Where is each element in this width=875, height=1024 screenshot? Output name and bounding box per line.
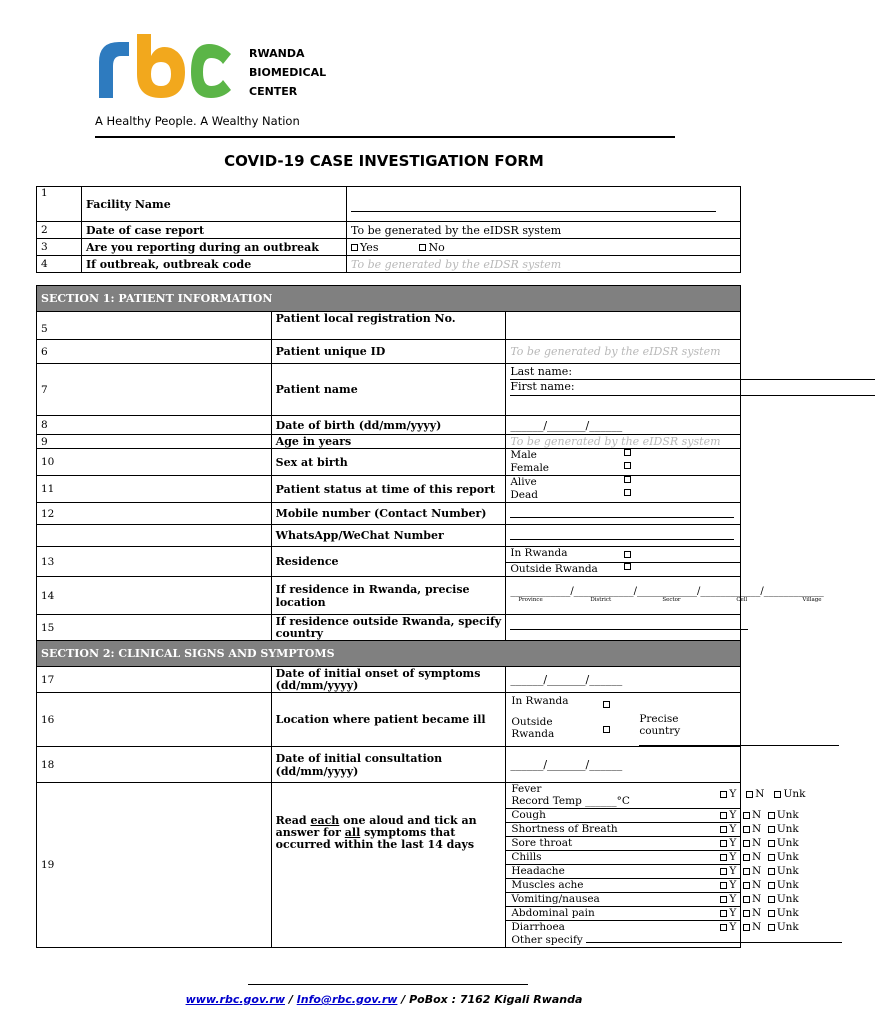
row-country [37,615,741,641]
n-checkbox[interactable] [743,896,750,903]
y-checkbox[interactable] [720,826,727,833]
row-num: 19 [37,783,272,948]
row-patient-status [37,476,741,503]
outside-rwanda-label: Outside Rwanda [510,563,598,575]
symptom-options: Y N Unk [720,921,798,934]
symptoms-list [506,783,806,948]
row-label: Patient local registration No. [271,312,506,340]
unk-checkbox[interactable] [774,791,781,798]
dead-label: Dead [510,489,538,501]
row-label: If residence outside Rwanda, specify country [271,615,506,641]
row-num: 13 [37,547,272,577]
row-residence [37,547,741,577]
form-title: COVID-19 CASE INVESTIGATION FORM [224,152,544,170]
section-1-title: SECTION 1: PATIENT INFORMATION [37,286,741,312]
unk-checkbox[interactable] [768,812,775,819]
symptom-row [506,823,799,837]
row-num: 9 [37,435,272,449]
other-specify-label: Other specify [511,934,583,946]
precise-country-field[interactable] [639,745,839,746]
row-outbreak-code [37,256,741,273]
row-num: 1 [37,187,82,222]
province-label: Province [518,597,543,603]
row-label: If residence in Rwanda, precise location [271,577,506,615]
unk-checkbox[interactable] [768,910,775,917]
in-rwanda-checkbox[interactable] [624,551,631,558]
y-checkbox[interactable] [720,812,727,819]
footer: www.rbc.gov.rw / Info@rbc.gov.rw / PoBox : 7162 Kigali Rwanda [185,993,583,1006]
location-sublabels [510,597,822,605]
unk-checkbox[interactable] [768,840,775,847]
ill-in-rwanda-checkbox[interactable] [603,701,610,708]
y-checkbox[interactable] [720,868,727,875]
unk-checkbox[interactable] [768,826,775,833]
symptom-row [506,879,799,893]
symptom-options: Y N Unk [720,879,798,892]
row-num: 8 [37,416,272,435]
alive-label: Alive [510,476,537,488]
row-location [37,577,741,615]
row-outbreak [37,239,741,256]
unk-checkbox[interactable] [768,868,775,875]
row-label: Patient name [271,364,506,416]
row-consultation [37,747,741,783]
row-label: Date of case report [82,222,347,239]
row-label: Date of birth (dd/mm/yyyy) [271,416,506,435]
facility-name-field[interactable] [347,187,741,222]
row-patient-name [37,364,741,416]
website-link[interactable]: www.rbc.gov.rw [185,993,285,1006]
yes-label: Yes [360,240,379,254]
row-label: WhatsApp/WeChat Number [271,525,506,547]
row-num: 14 [37,577,272,615]
row-num: 5 [37,312,272,340]
outside-rwanda-checkbox[interactable] [624,563,631,570]
symptom-options: Y N Unk [720,851,798,864]
row-age [37,435,741,449]
village-label: Village [802,597,822,603]
symptom-row [506,893,799,907]
y-checkbox[interactable] [720,910,727,917]
symptom-label: Vomiting/nausea [511,893,600,905]
y-checkbox[interactable] [720,882,727,889]
row-facility [37,187,741,222]
female-checkbox[interactable] [624,462,631,469]
row-label: Residence [271,547,506,577]
section-2-title: SECTION 2: CLINICAL SIGNS AND SYMPTOMS [37,641,741,667]
row-location-ill [37,693,741,747]
y-checkbox[interactable] [720,924,727,931]
row-label: Age in years [271,435,506,449]
row-num: 15 [37,615,272,641]
symptom-label: Sore throat [511,837,573,849]
symptom-label: Cough [511,809,546,821]
symptom-row [506,809,799,823]
yes-checkbox[interactable] [351,244,358,251]
row-num: 6 [37,340,272,364]
row-num: 12 [37,503,272,525]
n-checkbox[interactable] [743,924,750,931]
fever-options: Y N Unk [720,788,805,800]
consultation-date-field[interactable]: ______/_______/______ [506,747,741,783]
location-field[interactable] [506,577,824,615]
row-num: 4 [37,256,82,273]
row-label: Are you reporting during an outbreak [82,239,347,256]
first-name-field[interactable] [510,395,875,396]
symptom-label: Abdominal pain [511,907,595,919]
residence-options [506,547,741,577]
unk-checkbox[interactable] [768,882,775,889]
male-label: Male [510,449,537,461]
row-date-report [37,222,741,239]
no-label: No [428,240,445,254]
row-unique-id [37,340,741,364]
row-num: 11 [37,476,272,503]
top-info-table [36,186,741,273]
symptom-row [506,865,799,879]
y-checkbox[interactable] [720,896,727,903]
ill-outside-label: Outside Rwanda [511,716,555,740]
unk-checkbox[interactable] [768,854,775,861]
other-specify-field[interactable] [586,942,842,943]
row-label: Date of initial consultation (dd/mm/yyyy) [271,747,506,783]
n-checkbox[interactable] [743,910,750,917]
row-symptoms [37,783,741,948]
country-field[interactable] [506,615,741,641]
symptom-options: Y N Unk [720,865,798,878]
symptom-row [506,837,799,851]
precise-country-label: Precise country [639,713,839,749]
n-checkbox[interactable] [743,826,750,833]
row-label: Patient status at time of this report [271,476,506,503]
symptom-label: Diarrhoea [511,921,565,933]
district-label: District [590,597,612,603]
row-num [37,525,272,547]
row-label: Mobile number (Contact Number) [271,503,506,525]
patient-name-fields [506,364,741,416]
row-dob [37,416,741,435]
fever-row [506,783,806,809]
row-whatsapp [37,525,741,547]
symptom-rows [506,809,799,934]
female-label: Female [510,462,550,474]
row-num: 16 [37,693,272,747]
location-ill-options [506,693,741,747]
in-rwanda-label: In Rwanda [510,547,568,559]
symptom-row [506,907,799,921]
mobile-field[interactable] [506,503,741,525]
symptom-options: Y N Unk [720,907,798,920]
header-divider [95,136,675,138]
symptom-options: Y N Unk [720,809,798,822]
last-name-label: Last name: [510,365,573,378]
section-2-header [37,641,741,667]
footer-divider [248,984,528,985]
patient-table [36,285,824,948]
symptom-label: Chills [511,851,542,863]
ill-in-rwanda-label: In Rwanda [511,695,569,707]
n-checkbox[interactable] [746,791,753,798]
section-1-header [37,286,741,312]
onset-date-field[interactable]: ______/_______/______ [506,667,741,693]
unk-checkbox[interactable] [768,896,775,903]
row-num: 2 [37,222,82,239]
registration-field[interactable] [506,312,741,340]
outbreak-options [347,239,741,256]
symptom-row [506,921,799,934]
y-checkbox[interactable] [720,840,727,847]
n-checkbox[interactable] [743,854,750,861]
n-checkbox[interactable] [743,868,750,875]
status-options [506,476,741,503]
symptom-options: Y N Unk [720,837,798,850]
symptom-options: Y N Unk [720,893,798,906]
row-num: 3 [37,239,82,256]
outbreak-code-value: To be generated by the eIDSR system [347,256,741,273]
no-checkbox[interactable] [419,244,426,251]
tagline: A Healthy People. A Wealthy Nation [95,114,300,128]
y-checkbox[interactable] [720,791,727,798]
ill-outside-checkbox[interactable] [603,726,610,733]
whatsapp-field[interactable] [506,525,741,547]
unk-checkbox[interactable] [768,924,775,931]
row-mobile [37,503,741,525]
first-name-label: First name: [510,380,575,393]
alive-checkbox[interactable] [624,476,631,483]
email-link[interactable]: Info@rbc.gov.rw [296,993,398,1006]
symptoms-instruction: Read each one aloud and tick an answer for all symptoms that occurred within the last 14 days [271,783,506,948]
age-value: To be generated by the eIDSR system [506,435,741,449]
row-sex [37,449,741,476]
dob-field[interactable]: ______/_______/______ [506,416,741,435]
row-registration [37,312,741,340]
row-num: 18 [37,747,272,783]
pobox-text: / PoBox : 7162 Kigali Rwanda [397,993,583,1006]
dead-checkbox[interactable] [624,489,631,496]
other-specify-row [506,934,740,947]
n-checkbox[interactable] [743,840,750,847]
symptom-label: Muscles ache [511,879,584,891]
n-checkbox[interactable] [743,812,750,819]
temp-field[interactable]: Record Temp ______°C [511,795,630,807]
sex-options [506,449,741,476]
rbc-logo [95,32,235,106]
row-num: 10 [37,449,272,476]
symptom-row [506,851,799,865]
row-num: 17 [37,667,272,693]
row-label: Date of initial onset of symptoms (dd/mm/yyyy) [271,667,506,693]
symptom-options: Y N Unk [720,823,798,836]
symptom-label: Headache [511,865,565,877]
row-label: Patient unique ID [271,340,506,364]
row-num: 7 [37,364,272,416]
location-line: ____________/____________/____________/____________/____________ [510,586,824,597]
sector-label: Sector [662,597,681,603]
date-of-report-value: To be generated by the eIDSR system [347,222,741,239]
row-onset [37,667,741,693]
y-checkbox[interactable] [720,854,727,861]
brand-name: RWANDA BIOMEDICAL CENTER [249,47,327,98]
symptom-label: Shortness of Breath [511,823,618,835]
male-checkbox[interactable] [624,449,631,456]
row-label: If outbreak, outbreak code [82,256,347,273]
cell-label: Cell [736,597,748,603]
fever-label: Fever [511,783,542,795]
row-label: Sex at birth [271,449,506,476]
row-label: Facility Name [82,187,347,222]
row-label: Location where patient became ill [271,693,506,747]
n-checkbox[interactable] [743,882,750,889]
unique-id-value: To be generated by the eIDSR system [506,340,741,364]
